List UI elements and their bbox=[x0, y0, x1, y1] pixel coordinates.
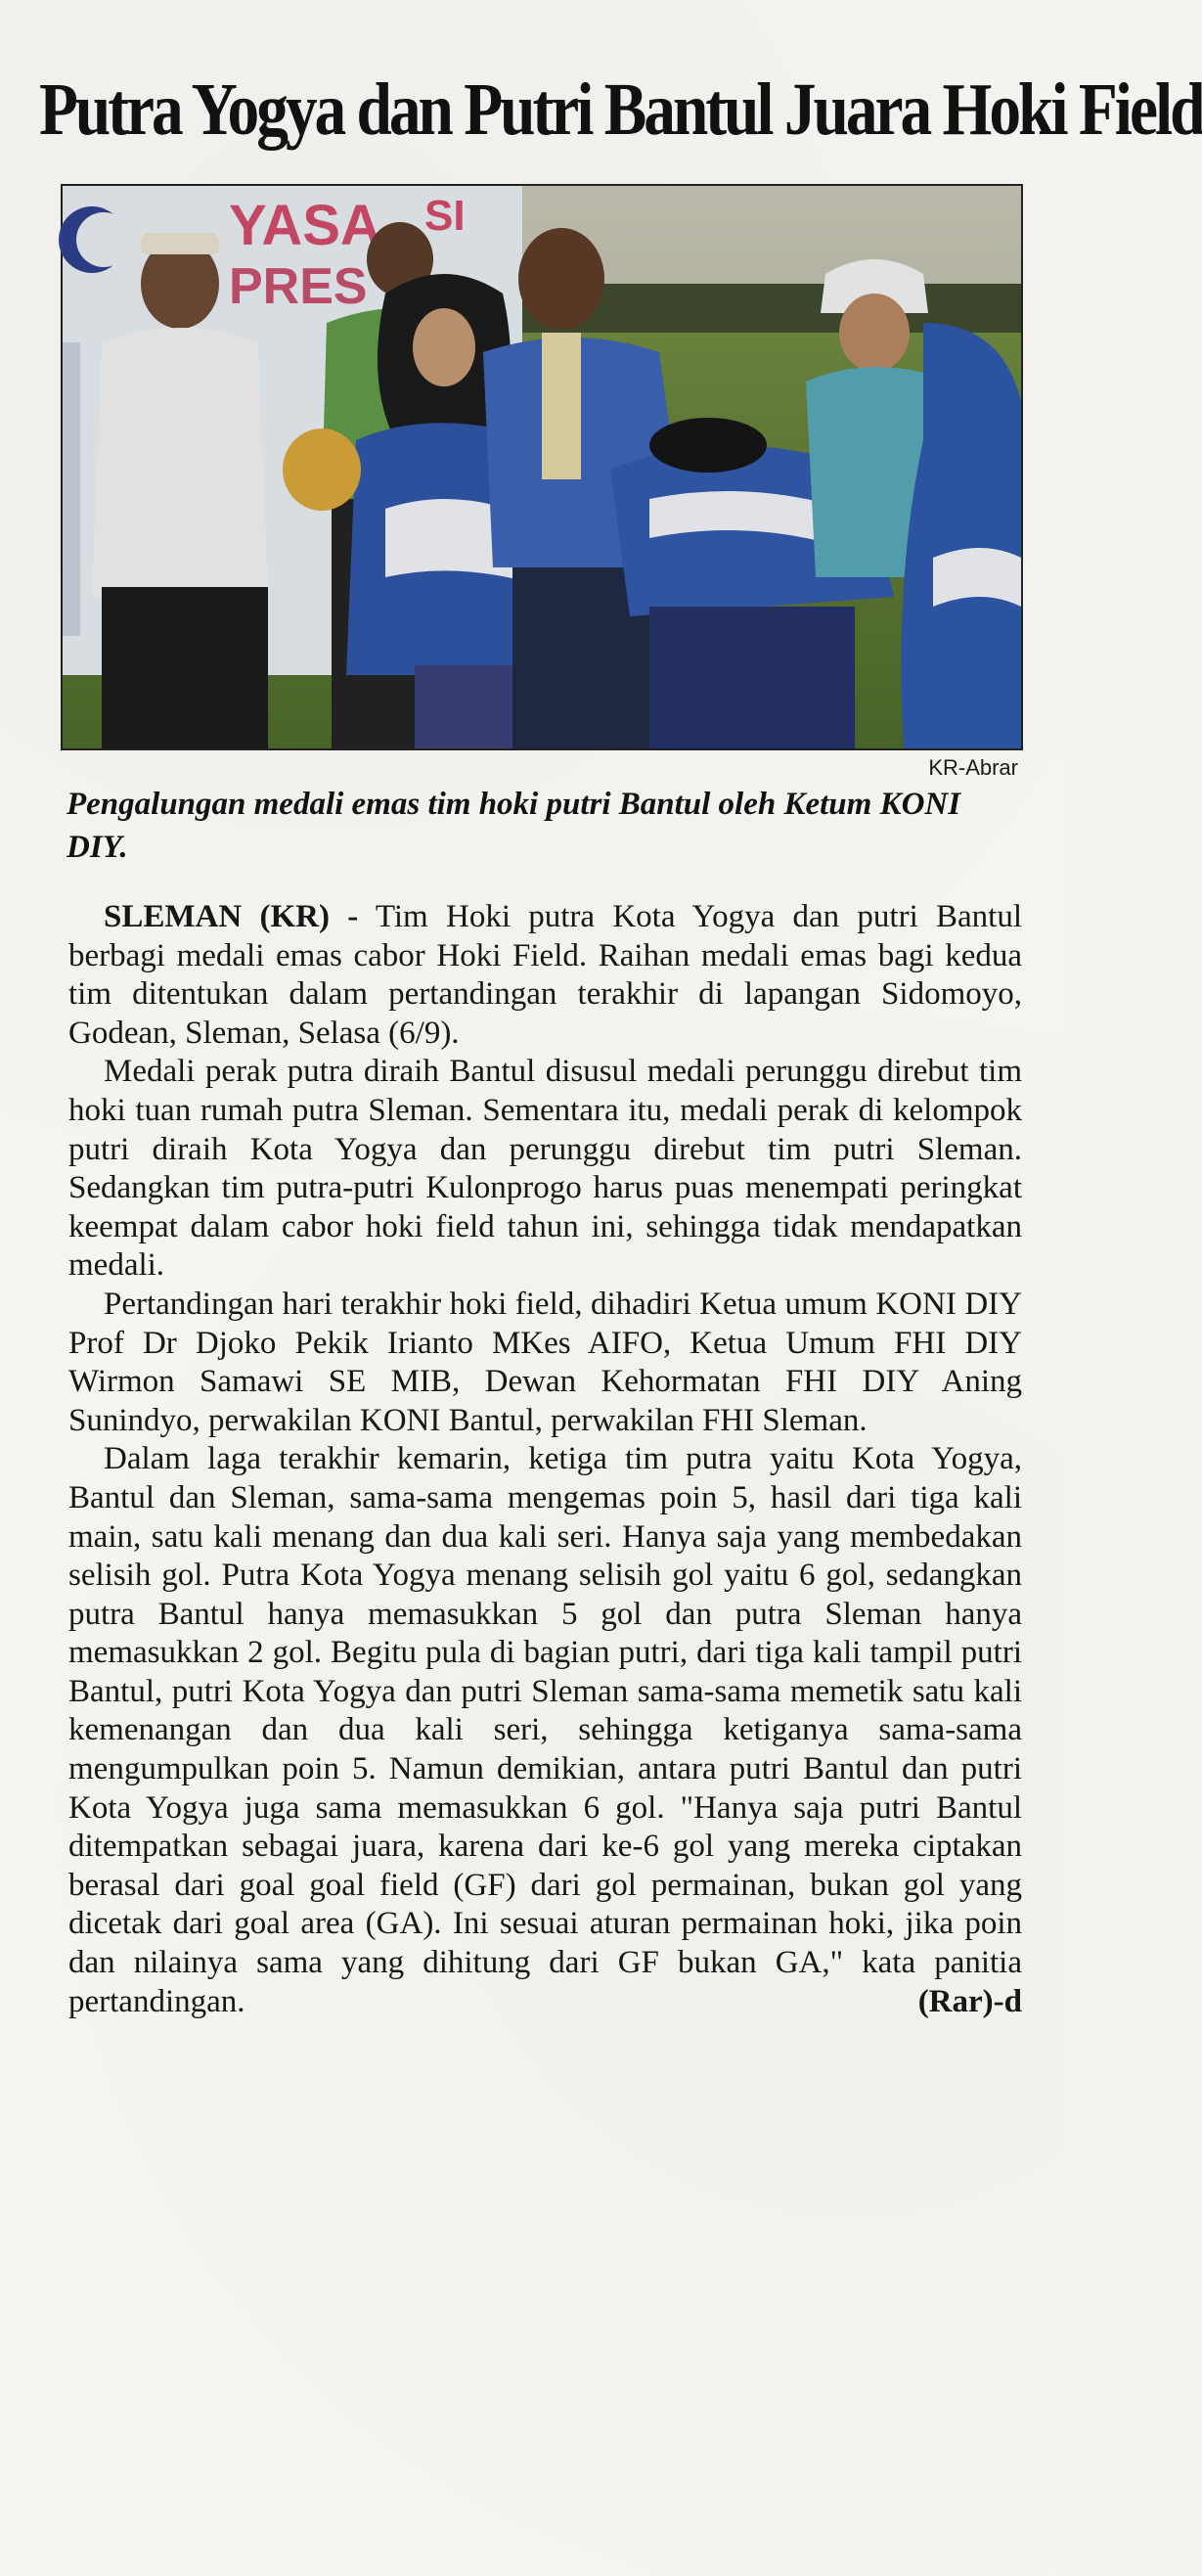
byline-signoff: (Rar)-d bbox=[917, 1983, 1022, 2019]
paragraph-3: Pertandingan hari terakhir hoki field, dihadiri Ketua umum KONI DIY Prof Dr Djoko Pekik Irianto MKes AIFO, Ketua Umum FHI DIY Wirmon Samawi SE MIB, Dewan Kehormatan FHI DIY Aning Sunindyo, perwakilan KONI Bantul, perwakilan FHI Sleman. bbox=[68, 1286, 1022, 1438]
paragraph-1 bbox=[68, 898, 1022, 1053]
news-photo bbox=[61, 184, 1023, 750]
headline: Putra Yogya dan Putri Bantul Juara Hoki Field bbox=[39, 68, 1202, 151]
dateline: SLEMAN (KR) - bbox=[104, 899, 359, 934]
article-body bbox=[68, 898, 1022, 2021]
paragraph-2: Medali perak putra diraih Bantul disusul medali perunggu direbut tim hoki tuan rumah putra Sleman. Sementara itu, medali perak di kelompok putri diraih Kota Yogya dan perunggu direbut tim putri Sleman. Sedangkan tim putra-putri Kulonprogo harus puas menempati peringkat keempat dalam cabor hoki field tahun ini, sehingga tidak mendapatkan medali. bbox=[68, 1054, 1022, 1284]
photo-credit: KR-Abrar bbox=[928, 755, 1018, 780]
photo-caption: Pengalungan medali emas tim hoki putri Bantul oleh Ketum KONI DIY. bbox=[67, 787, 961, 865]
paragraph-1-text: Tim Hoki putra Kota Yogya dan putri Bantul berbagi medali emas cabor Hoki Field. Raihan medali emas bagi kedua tim ditentukan dalam pertandingan terakhir di lapangan Sidomoyo, Godean, Sleman, Selasa (6/9). bbox=[68, 899, 1022, 1051]
photo-illustration bbox=[63, 186, 1021, 748]
paragraph-4: Dalam laga terakhir kemarin, ketiga tim putra yaitu Kota Yogya, Bantul dan Sleman, sama-sama mengemas poin 5, hasil dari tiga kali main, satu kali menang dan dua kali seri. Hanya saja yang membedakan selisih gol. Putra Kota Yogya menang selisih gol yaitu 6 gol, sedangkan putra Bantul hanya memasukkan 5 gol dan putra Sleman hanya memasukkan 2 gol. Begitu pula di bagian putri, dari tiga kali tampil putri Bantul, putri Kota Yogya dan putri Sleman sama-sama memetik satu kali kemenangan dan dua kali seri, sehingga ketiganya sama-sama mengumpulkan poin 5. Namun demikian, antara putri Bantul dan putri Kota Yogya juga sama memasukkan 6 gol. "Hanya saja putri Bantul ditempatkan sebagai juara, karena dari ke-6 gol yang mereka ciptakan berasal dari goal goal field (GF) dari gol permainan, bukan gol yang dicetak dari goal area (GA). Ini sesuai aturan permainan hoki, jika poin dan nilainya sama yang dihitung dari GF bukan GA," kata panitia pertandingan. bbox=[68, 1441, 1022, 2019]
